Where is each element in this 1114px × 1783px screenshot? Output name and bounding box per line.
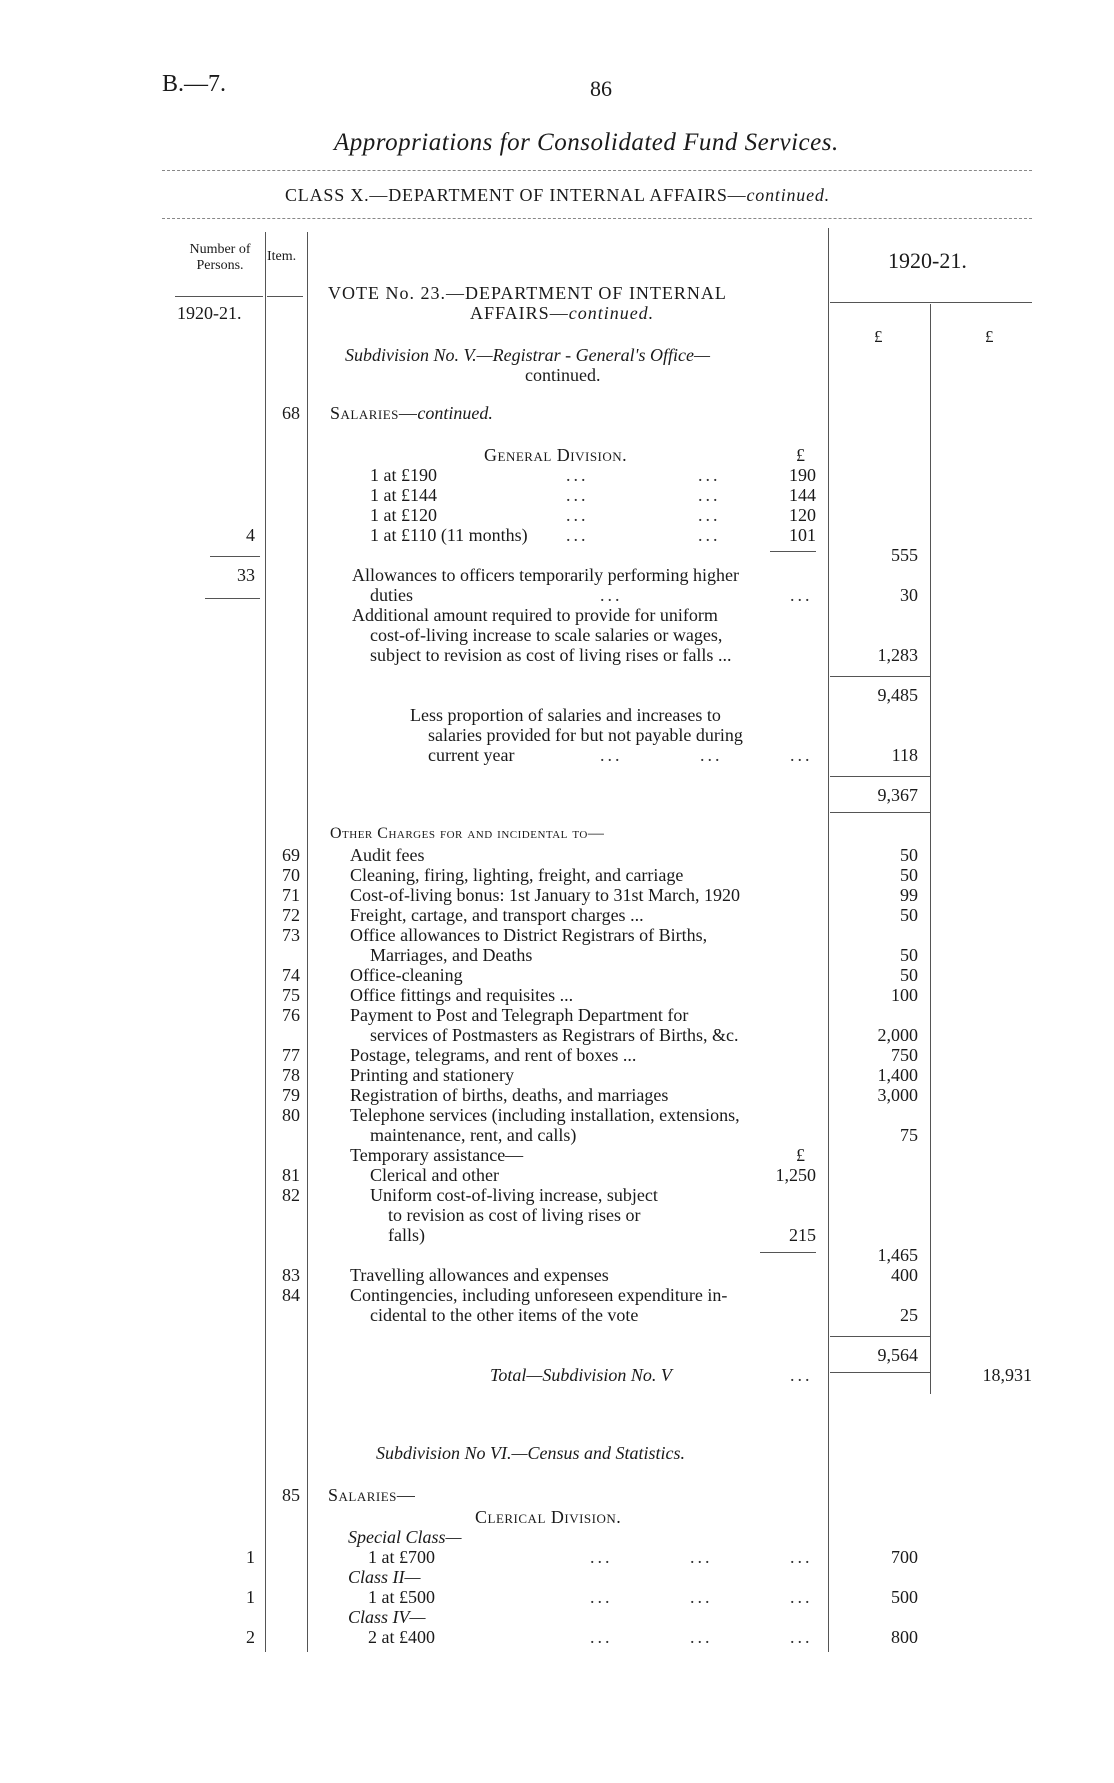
salary-row-label: 1 at £144 [370,485,437,505]
charge-amount: 50 [900,945,918,965]
salary-row-label: 1 at £190 [370,465,437,485]
item-number: 80 [282,1105,300,1125]
allowances-amount: 30 [900,585,918,605]
general-division-heading: General Division. [484,445,628,465]
persons-count: 1 [246,1587,255,1607]
item-number: 73 [282,925,300,945]
leader-dots: ... [600,745,623,765]
pound-left-header: £ [874,327,883,346]
item-number: 77 [282,1045,300,1065]
salaries-vi-heading: Salaries— [328,1485,416,1505]
charge-label: Cleaning, firing, lighting, freight, and carriage [350,865,684,885]
uniform-amount: 215 [789,1225,816,1245]
charge-amount: 75 [900,1125,918,1145]
leader-dots: ... [790,1587,813,1607]
item-number: 79 [282,1085,300,1105]
leader-dots: ... [600,585,623,605]
total1-rule [830,676,930,677]
subdivision-v-heading: Subdivision No. V.—Registrar - General's Office— [345,345,711,365]
subdivision-vi-heading: Subdivision No VI.—Census and Statistics. [376,1443,686,1463]
class-label: Special Class— [348,1527,462,1547]
less-line2: salaries provided for but not payable during [428,725,743,745]
temporary-assistance-total: 1,465 [877,1245,918,1265]
travelling-label: Travelling allowances and expenses [350,1265,609,1285]
additional-line3: subject to revision as cost of living rises or falls ... [370,645,732,665]
other-total-rule-bottom [830,1372,930,1373]
charge-label: Registration of births, deaths, and marriages [350,1085,669,1105]
persons-year-header: 1920-21. [177,303,242,323]
charge-amount: 3,000 [877,1085,918,1105]
leader-dots: ... [566,505,589,525]
year-column-header: 1920-21. [888,248,967,273]
item-number: 85 [282,1485,300,1505]
net-total-rule-top [830,776,930,777]
charge-amount: 100 [891,985,918,1005]
charge-label: Office-cleaning [350,965,463,985]
charge-label: Printing and stationery [350,1065,514,1085]
vote-heading-line1: VOTE No. 23.—DEPARTMENT OF INTERNAL [328,283,727,303]
persons-column-header: Number of Persons. [189,242,251,274]
leader-dots: ... [566,465,589,485]
salary-row-label: 1 at £120 [370,505,437,525]
item-number: 78 [282,1065,300,1085]
item-number: 74 [282,965,300,985]
item-number: 72 [282,905,300,925]
leader-dots: ... [690,1547,713,1567]
persons-total-4: 4 [246,525,255,545]
leader-dots: ... [790,1627,813,1647]
item-number: 81 [282,1165,300,1185]
persons-count: 2 [246,1627,255,1647]
persons-total-33: 33 [237,565,255,585]
persons-header-rule [175,296,263,297]
item-number: 70 [282,865,300,885]
salary-row-label: 1 at £500 [368,1587,435,1607]
subdivision-v-continued: continued. [525,365,601,385]
travelling-amount: 400 [891,1265,918,1285]
persons-subtotal-rule [210,556,260,557]
leader-dots: ... [698,505,721,525]
leader-dots: ... [698,465,721,485]
item-number: 69 [282,845,300,865]
pound-right-header: £ [985,327,994,346]
less-line3: current year [428,745,515,765]
salary-row-amount: 101 [789,525,816,545]
salary-row-amount: 800 [891,1627,918,1647]
vote-heading-line2: AFFAIRS—continued. [470,303,655,323]
persons-total-rule [205,598,260,599]
year-header-rule [830,302,1032,303]
less-amount: 118 [891,745,918,765]
charge-label-cont: services of Postmasters as Registrars of Births, &c. [370,1025,739,1045]
clerical-amount: 1,250 [775,1165,816,1185]
item-number: 71 [282,885,300,905]
page-title: Appropriations for Consolidated Fund Services. [334,129,839,156]
charge-amount: 50 [900,865,918,885]
persons-count: 1 [246,1547,255,1567]
document-code: B.—7. [162,71,227,97]
class-label: Class IV— [348,1607,426,1627]
leader-dots: ... [590,1587,613,1607]
charge-label: Audit fees [350,845,425,865]
other-charges-heading: Other Charges for and incidental to— [330,825,605,842]
leader-dots: ... [566,485,589,505]
clerical-division-heading: Clerical Division. [475,1507,622,1527]
charge-amount: 2,000 [877,1025,918,1045]
charge-amount: 750 [891,1045,918,1065]
leader-dots: ... [790,745,813,765]
salary-row-amount: 144 [789,485,816,505]
item-number: 75 [282,985,300,1005]
additional-amount: 1,283 [877,645,918,665]
additional-line2: cost-of-living increase to scale salaries or wages, [370,625,723,645]
charge-label-cont: Marriages, and Deaths [370,945,533,965]
leader-dots: ... [590,1627,613,1647]
net-total-rule-bottom [830,812,930,813]
item-number: 83 [282,1265,300,1285]
contingencies-amount: 25 [900,1305,918,1325]
salary-row-amount: 500 [891,1587,918,1607]
salary-row-amount: 190 [789,465,816,485]
charge-label-cont: maintenance, rent, and calls) [370,1125,577,1145]
leader-dots: ... [700,745,723,765]
contingencies-line2: cidental to the other items of the vote [370,1305,639,1325]
leader-dots: ... [698,485,721,505]
salary-row-amount: 120 [789,505,816,525]
general-division-pound: £ [796,445,805,465]
charge-amount: 99 [900,885,918,905]
item-number: 82 [282,1185,300,1205]
salaries-total: 9,485 [877,685,918,705]
amount-total-divider [930,304,931,1394]
charge-label: Office allowances to District Registrars of Births, [350,925,708,945]
other-charges-total: 9,564 [877,1345,918,1365]
item-header-rule [267,296,303,297]
charge-label: Office fittings and requisites ... [350,985,574,1005]
charge-label: Freight, cartage, and transport charges ... [350,905,644,925]
page-number: 86 [590,76,612,101]
charge-amount: 50 [900,845,918,865]
subdivision-v-total-label: Total—Subdivision No. V [490,1365,672,1385]
charge-label: Telephone services (including installation, extensions, [350,1105,740,1125]
charge-label: Postage, telegrams, and rent of boxes ... [350,1045,637,1065]
class-rule [162,218,1032,219]
salary-row-label: 1 at £700 [368,1547,435,1567]
leader-dots: ... [690,1627,713,1647]
additional-line1: Additional amount required to provide for uniform [352,605,718,625]
charge-label: Cost-of-living bonus: 1st January to 31st March, 1920 [350,885,740,905]
salaries-heading: Salaries—continued. [330,403,493,423]
contingencies-line1: Contingencies, including unforeseen expenditure in- [350,1285,728,1305]
leader-dots: ... [698,525,721,545]
item-68: 68 [282,403,300,423]
item-column-header: Item. [267,249,297,264]
text-amount-divider [828,228,829,1652]
charge-amount: 50 [900,905,918,925]
allowances-line1: Allowances to officers temporarily performing higher [352,565,740,585]
uniform-line3: falls) [388,1225,425,1245]
uniform-line2: to revision as cost of living rises or [388,1205,641,1225]
leader-dots: ... [790,1365,813,1385]
temporary-assistance-pound: £ [796,1145,805,1165]
leader-dots: ... [590,1547,613,1567]
subdivision-v-total: 18,931 [982,1365,1032,1385]
allowances-line2: duties [370,585,413,605]
charge-label: Payment to Post and Telegraph Department for [350,1005,689,1025]
subtotal-rule [770,551,816,552]
clerical-label: Clerical and other [370,1165,499,1185]
leader-dots: ... [790,1547,813,1567]
less-line1: Less proportion of salaries and increases to [410,705,721,725]
charge-amount: 50 [900,965,918,985]
class-heading: CLASS X.—DEPARTMENT OF INTERNAL AFFAIRS—continued. [285,185,830,205]
persons-item-divider [265,232,266,1652]
general-division-subtotal: 555 [891,545,918,565]
salary-row-amount: 700 [891,1547,918,1567]
leader-dots: ... [790,585,813,605]
item-number: 76 [282,1005,300,1025]
salary-row-label: 1 at £110 (11 months) [370,525,528,545]
salary-row-label: 2 at £400 [368,1627,435,1647]
leader-dots: ... [690,1587,713,1607]
temporary-assistance-label: Temporary assistance— [350,1145,524,1165]
item-text-divider [307,232,308,1652]
header-rule [162,170,1032,171]
item-number: 84 [282,1285,300,1305]
charge-amount: 1,400 [877,1065,918,1085]
other-total-rule-top [830,1336,930,1337]
salaries-net-total: 9,367 [877,785,918,805]
class-label: Class II— [348,1567,421,1587]
uniform-line1: Uniform cost-of-living increase, subject [370,1185,658,1205]
leader-dots: ... [566,525,589,545]
temp-subtotal-rule [760,1252,816,1253]
